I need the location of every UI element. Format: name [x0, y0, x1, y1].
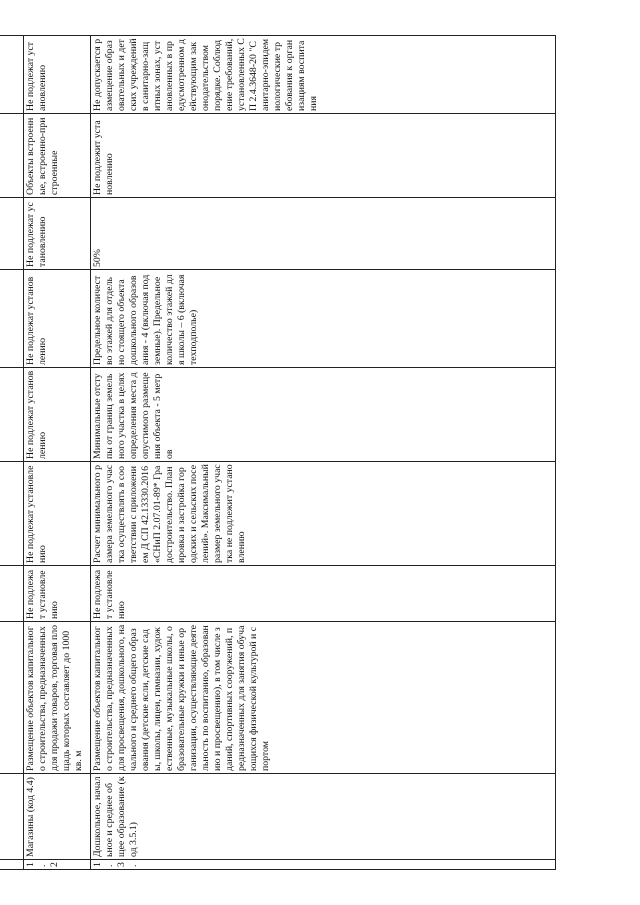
land-use-description: Размещение объектов капитального строительства, предназначенных для продажи товаров, торговая площадь которых составляет до 1000 кв. м [24, 622, 91, 774]
table-cell: 50% [91, 198, 556, 270]
land-use-name: Дошкольное, начальное и среднее общее образование (код 3.5.1) [91, 774, 556, 860]
land-use-regulations-table [0, 35, 556, 870]
rotated-page [0, 36, 562, 870]
table-row [91, 36, 556, 870]
table-cell [0, 860, 24, 870]
table-cell: Не подлежат установлению [91, 566, 556, 622]
table-cell: Не подлежат установлению [24, 36, 91, 114]
table-cell: Расчет минимального размера земельного участка осуществлять в соответствии с приложением Д СП 42.13330.2016 «СНиП 2.07.01-89* Градостроительство. Планировка и застройка городских и сельских поселений». Максимальный размер земельного участка не подлежит установлению [91, 462, 556, 566]
row-number: 1.3. [91, 860, 556, 870]
table-row-header [0, 36, 24, 870]
table-row [24, 36, 91, 870]
table-cell [0, 114, 24, 198]
table-cell [0, 368, 24, 462]
row-number: 1.2 [24, 860, 91, 870]
table-cell [0, 270, 24, 368]
table-cell [0, 566, 24, 622]
table-cell: Не подлежат установлению [24, 198, 91, 270]
table-cell: Не подлежат установлению [24, 566, 91, 622]
table-cell [0, 622, 24, 774]
table-cell: Минимальные отступы от границ земельного участка в целях определения места допустимого размещения объекта - 5 метров [91, 368, 556, 462]
table-cell: Не допускается размещение образовательных и детских учреждений в санитарно-защитных зонах, установленных в предусмотренном действующим законодательством порядке. Соблюдение требований, установленных СП 2.4.3648-20 "Санитарно-эпидемиологические требования к организациям воспитания [91, 36, 556, 114]
table-cell [0, 774, 24, 860]
table-cell [0, 198, 24, 270]
table-cell: Не подлежат установлению [24, 368, 91, 462]
table-cell: Не подлежит установлению [91, 114, 556, 198]
table-cell [0, 462, 24, 566]
table-cell: Предельное количество этажей для отдельно стоящего объекта дошкольного образования - 4 (включая подземные). Предельное количество этажей для школы – 6 (включая техподполье) [91, 270, 556, 368]
land-use-name: Магазины (код 4.4) [24, 774, 91, 860]
table-cell [0, 36, 24, 114]
table-cell: Не подлежат установлению [24, 270, 91, 368]
land-use-description: Размещение объектов капитального строительства, предназначенных для просвещения, дошкольного, начального и среднего общего образования (детские ясли, детские сады, школы, лицеи, гимназии, художественные, музыкальные школы, образовательные кружки и иные организации, осуществляющие деятельность по воспитанию, образованию и просвещению), в том числе зданий, спортивных сооружений, предназначенных для занятия обучающихся физической культурой и спортом [91, 622, 556, 774]
table-cell: Не подлежат установлению [24, 462, 91, 566]
table-cell: Объекты встроенные, встроенно-пристроенные [24, 114, 91, 198]
